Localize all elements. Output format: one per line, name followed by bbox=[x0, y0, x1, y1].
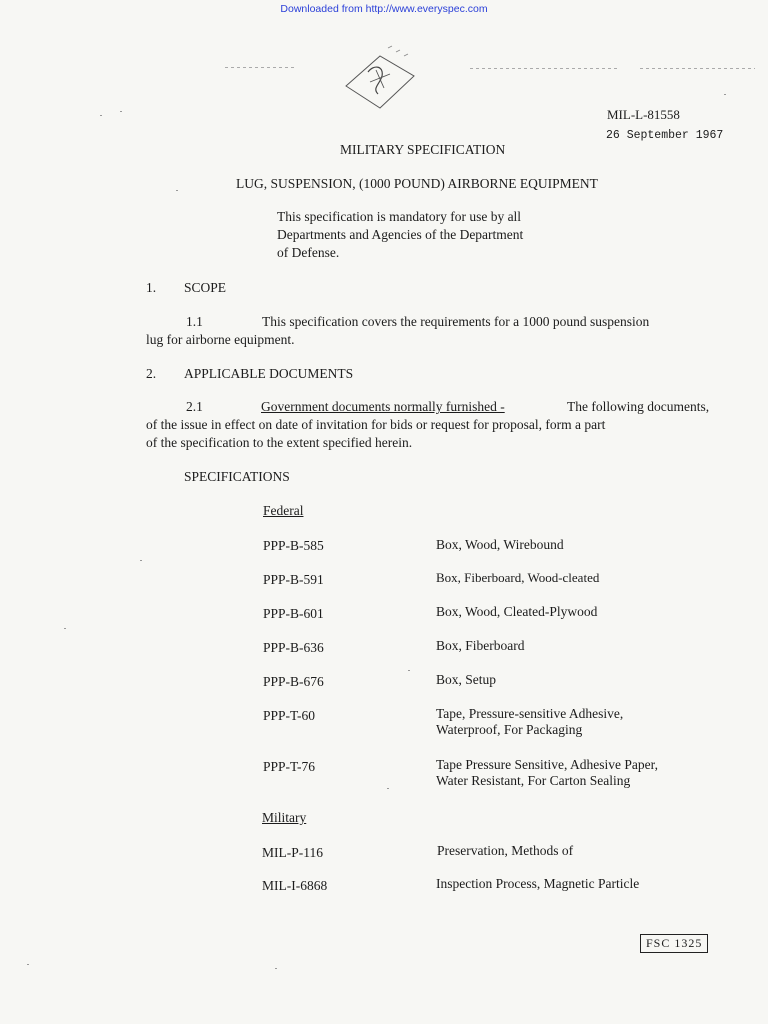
scan-artifact bbox=[640, 68, 755, 69]
section-1-heading: SCOPE bbox=[184, 280, 227, 295]
spec-description: Inspection Process, Magnetic Particle bbox=[436, 876, 640, 891]
spec-code: PPP-B-601 bbox=[263, 606, 324, 621]
spec-code: PPP-T-60 bbox=[263, 708, 316, 723]
paragraph-1-1-text: This specification covers the requirements for a 1000 pound suspension bbox=[262, 314, 650, 329]
specifications-heading: SPECIFICATIONS bbox=[184, 469, 290, 484]
scan-artifact bbox=[470, 68, 620, 69]
spec-description: Water Resistant, For Carton Sealing bbox=[436, 773, 631, 788]
spec-code: PPP-B-591 bbox=[263, 572, 324, 587]
spec-description: Preservation, Methods of bbox=[437, 843, 574, 858]
download-link[interactable]: Downloaded from http://www.everyspec.com bbox=[280, 3, 488, 15]
spec-description: Tape Pressure Sensitive, Adhesive Paper, bbox=[436, 757, 658, 772]
spec-description: Box, Setup bbox=[436, 672, 497, 687]
spec-description: Tape, Pressure-sensitive Adhesive, bbox=[436, 706, 624, 721]
mandatory-note-line: of Defense. bbox=[277, 245, 340, 260]
stamp-mark bbox=[340, 42, 430, 114]
mandatory-note-line: This specification is mandatory for use by all bbox=[277, 209, 522, 224]
spec-code: MIL-P-116 bbox=[262, 845, 323, 860]
paragraph-2-1-text: The following documents, bbox=[567, 399, 710, 414]
spec-code: PPP-B-585 bbox=[263, 538, 324, 553]
paragraph-2-1-text: of the specification to the extent specified herein. bbox=[146, 435, 413, 450]
spec-code: PPP-T-76 bbox=[263, 759, 316, 774]
spec-description: Box, Wood, Wirebound bbox=[436, 537, 564, 552]
document-subject: LUG, SUSPENSION, (1000 POUND) AIRBORNE EQUIPMENT bbox=[236, 176, 598, 191]
spec-date: 26 September 1967 bbox=[606, 129, 724, 142]
fsc-box: FSC 1325 bbox=[640, 934, 708, 953]
spec-code: PPP-B-636 bbox=[263, 640, 324, 655]
federal-heading: Federal bbox=[263, 503, 304, 518]
spec-description: Box, Fiberboard, Wood-cleated bbox=[436, 570, 600, 585]
scan-artifact bbox=[225, 67, 295, 68]
section-1-number: 1. bbox=[146, 280, 157, 295]
spec-code: PPP-B-676 bbox=[263, 674, 324, 689]
paragraph-2-1-text: of the issue in effect on date of invitation for bids or request for proposal, form a part bbox=[146, 417, 606, 432]
spec-number: MIL-L-81558 bbox=[607, 107, 680, 122]
military-heading: Military bbox=[262, 810, 307, 825]
spec-description: Waterproof, For Packaging bbox=[436, 722, 583, 737]
spec-description: Box, Wood, Cleated-Plywood bbox=[436, 604, 598, 619]
spec-description: Box, Fiberboard bbox=[436, 638, 525, 653]
paragraph-1-1-text: lug for airborne equipment. bbox=[146, 332, 295, 347]
section-2-heading: APPLICABLE DOCUMENTS bbox=[184, 366, 354, 381]
paragraph-1-1-number: 1.1 bbox=[186, 314, 203, 329]
spec-code: MIL-I-6868 bbox=[262, 878, 328, 893]
mandatory-note-line: Departments and Agencies of the Department bbox=[277, 227, 524, 242]
section-2-number: 2. bbox=[146, 366, 157, 381]
paragraph-2-1-number: 2.1 bbox=[186, 399, 203, 414]
document-title: MILITARY SPECIFICATION bbox=[340, 142, 506, 157]
paragraph-2-1-subtitle: Government documents normally furnished - bbox=[261, 399, 505, 414]
